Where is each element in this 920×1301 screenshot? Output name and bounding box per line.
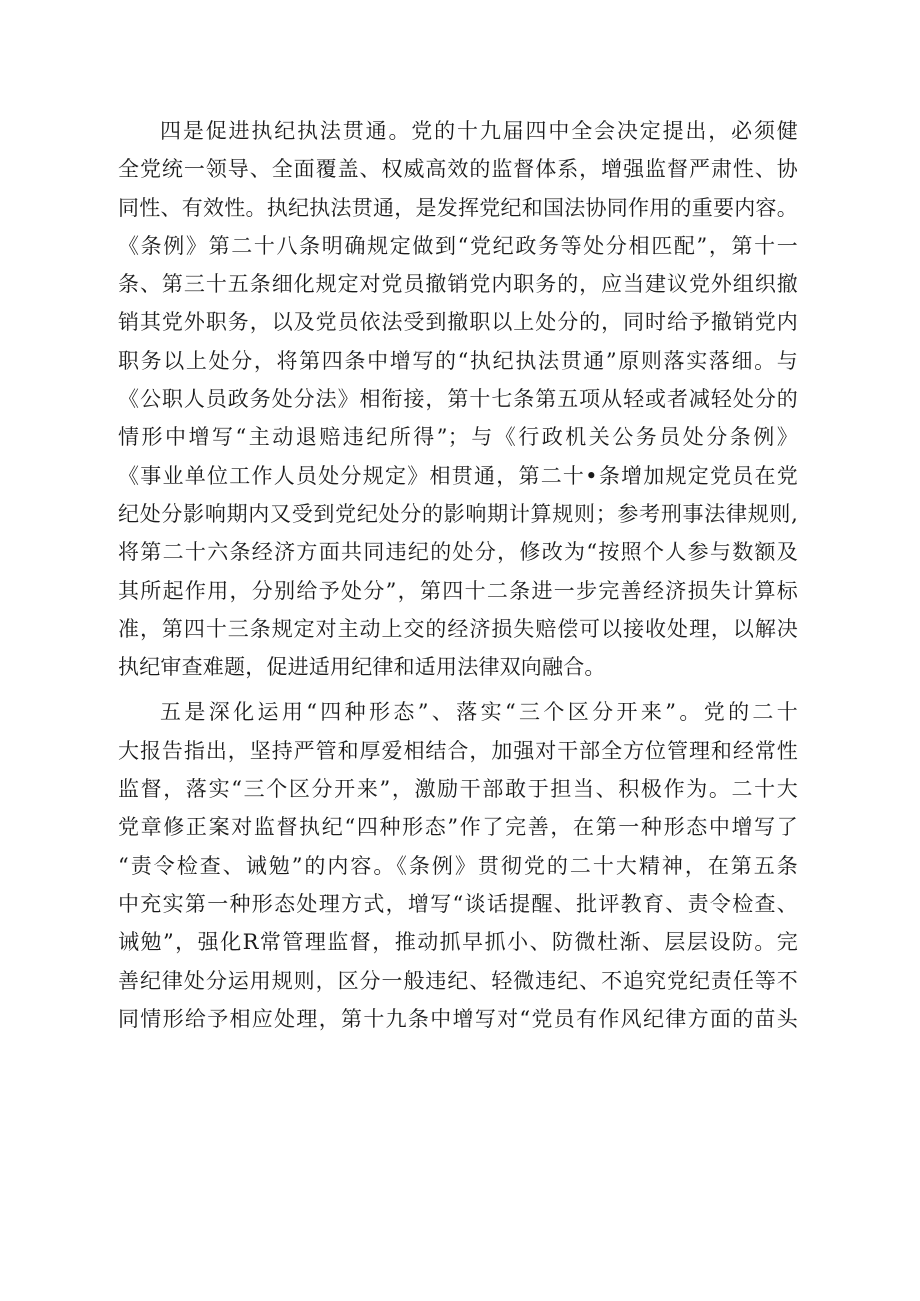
text-line: 《事业单位工作人员处分规定》相贯通，第二十•条增加规定党员在党: [118, 463, 798, 488]
text-line: 纪处分影响期内又受到党纪处分的影响期计算规则；参考刑事法律规则,: [118, 501, 798, 526]
text-line: 同情形给予相应处理，第十九条中增写对“党员有作风纪律方面的苗头: [118, 1006, 798, 1031]
text-line: 条、第三十五条细化规定对党员撤销党内职务的，应当建议党外组织撤: [118, 272, 798, 297]
text-line: 准，第四十三条规定对主动上交的经济损失赔偿可以接收处理，以解决: [118, 616, 798, 641]
text-line: 执纪审查难题，促进适用纪律和适用法律双向融合。: [118, 655, 606, 680]
text-line: 同性、有效性。执纪执法贯通，是发挥党纪和国法协同作用的重要内容。: [118, 195, 798, 220]
text-line: 党章修正案对监督执纪“四种形态”作了完善，在第一种形态中增写了: [118, 815, 798, 840]
text-line: 职务以上处分，将第四条中增写的“执纪执法贯通”原则落实落细。与: [118, 348, 798, 373]
text-line: 五是深化运用“四种形态”、落实“三个区分开来”。党的二十: [160, 700, 798, 725]
text-line: 《条例》第二十八条明确规定做到“党纪政务等处分相匹配”，第十一: [118, 233, 798, 258]
paragraph-four-forms-three-distinctions: [118, 693, 798, 1038]
text-line: 全党统一领导、全面覆盖、权威高效的监督体系，增强监督严肃性、协: [118, 157, 798, 182]
text-line: 大报告指出，坚持严管和厚爱相结合，加强对干部全方位管理和经常性: [118, 738, 798, 763]
text-line: 善纪律处分运用规则，区分一般违纪、轻微违纪、不追究党纪责任等不: [118, 968, 798, 993]
document-body: [118, 112, 798, 1045]
text-line: 《公职人员政务处分法》相衔接，第十七条第五项从轻或者减轻处分的: [118, 387, 798, 412]
text-line: 将第二十六条经济方面共同违纪的处分，修改为“按照个人参与数额及: [118, 540, 798, 565]
text-line: 诫勉”，强化R常管理监督，推动抓早抓小、防微杜渐、层层设防。完: [118, 930, 798, 955]
text-line: 销其党外职务，以及党员依法受到撤职以上处分的，同时给予撤销党内: [118, 310, 798, 335]
text-line: 四是促进执纪执法贯通。党的十九届四中全会决定提出，必须健: [160, 119, 798, 143]
text-line: 情形中增写“主动退赔违纪所得”；与《行政机关公务员处分条例》: [118, 425, 798, 450]
text-line: 中充实第一种形态处理方式，增写“谈话提醒、批评教育、责令检查、: [118, 891, 798, 916]
text-line: “责令检查、诫勉”的内容。《条例》贯彻党的二十大精神，在第五条: [118, 853, 798, 878]
paragraph-execution-law-integration: [118, 112, 798, 686]
text-line: 其所起作用，分别给予处分”，第四十二条进一步完善经济损失计算标: [118, 578, 798, 603]
text-line: 监督，落实“三个区分开来”，激励干部敢于担当、积极作为。二十大: [118, 777, 798, 802]
